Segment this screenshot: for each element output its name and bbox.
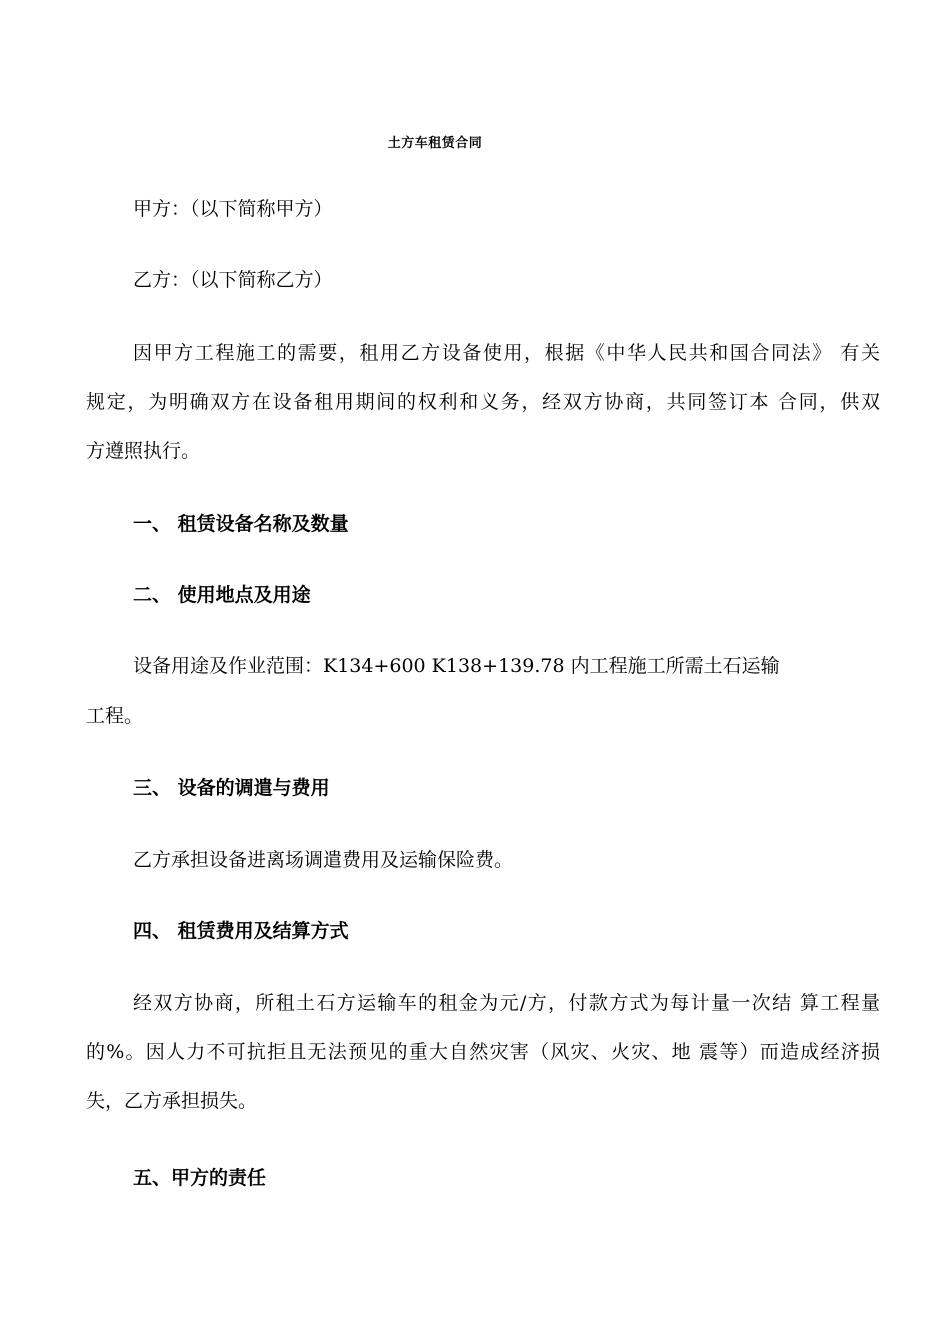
party-a-line: 甲方：（以下简称甲方） <box>133 198 333 220</box>
section-3-body: 乙方承担设备进离场调遣费用及运输保险费。 <box>133 849 514 871</box>
section-2-body-line-1: 设备用途及作业范围：K134+600 K138+139.78 内工程施工所需土石运输 <box>133 655 780 677</box>
document-title: 土方车租赁合同 <box>387 136 483 151</box>
section-4-body-line-1: 经双方协商，所租土石方运输车的租金为元/方，付款方式为每计量一次结 算工程量 <box>133 992 880 1014</box>
party-b-line: 乙方：（以下简称乙方） <box>133 269 333 291</box>
section-4-body-line-3: 失，乙方承担损失。 <box>86 1090 258 1112</box>
section-3-heading: 三、 设备的调遣与费用 <box>133 777 330 799</box>
intro-line-2: 规定，为明确双方在设备租用期间的权利和义务，经双方协商，共同签订本 合同，供双 <box>86 391 880 413</box>
intro-line-1: 因甲方工程施工的需要，租用乙方设备使用，根据《中华人民共和国合同法》 有关 <box>133 342 880 364</box>
section-4-heading: 四、 租赁费用及结算方式 <box>133 920 349 942</box>
section-5-heading: 五、甲方的责任 <box>133 1167 267 1189</box>
section-1-heading: 一、 租赁设备名称及数量 <box>133 513 349 535</box>
section-2-heading: 二、 使用地点及用途 <box>133 584 311 606</box>
section-2-body-line-2: 工程。 <box>86 705 144 727</box>
section-4-body-line-2: 的%。因人力不可抗拒且无法预见的重大自然灾害（风灾、火灾、地 震等）而造成经济损 <box>86 1041 880 1063</box>
intro-line-3: 方遵照执行。 <box>86 440 201 462</box>
